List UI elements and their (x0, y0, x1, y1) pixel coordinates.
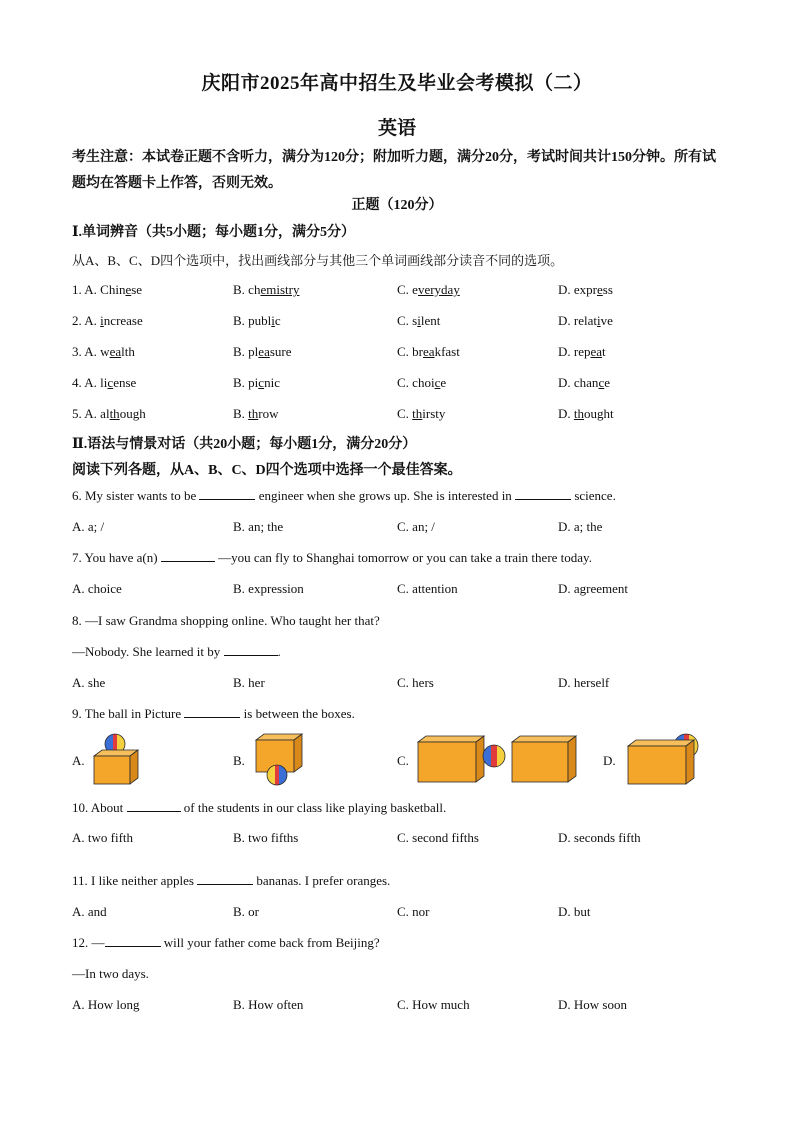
question-12: 12. — will your father come back from Beijing? (72, 935, 380, 950)
q1-option-a[interactable]: 1. A. Chinese (72, 282, 143, 297)
q11-option-c[interactable]: C. nor (397, 904, 430, 919)
underlined-letters: e (125, 282, 132, 297)
q8-option-b[interactable]: B. her (233, 675, 265, 690)
underlined-letters: i (271, 313, 275, 328)
question-6: 6. My sister wants to be engineer when she grows up. She is interested in science. (72, 488, 616, 503)
question-7: 7. You have a(n) —you can fly to Shanghai tomorrow or you can take a train there today. (72, 550, 592, 565)
section-2-title: Ⅱ.语法与情景对话（共20小题；每小题1分，满分20分） (72, 437, 417, 452)
q6-option-a[interactable]: A. a; / (72, 519, 105, 534)
q5-option-c[interactable]: C. thirsty (397, 406, 446, 421)
underlined-letters: th (109, 406, 120, 421)
q3-option-d[interactable]: D. repeat (558, 344, 606, 359)
q5-option-d[interactable]: D. thought (558, 406, 614, 421)
q8-option-c[interactable]: C. hers (397, 675, 434, 690)
underlined-letters: ea (258, 344, 270, 359)
q4-option-c[interactable]: C. choice (397, 375, 447, 390)
answer-blank (127, 800, 181, 812)
underlined-letters: i (100, 313, 104, 328)
q3-option-a[interactable]: 3. A. wealth (72, 344, 135, 359)
question-8-reply: —Nobody. She learned it by . (72, 644, 281, 659)
q1-option-b[interactable]: B. chemistry (233, 282, 300, 297)
q11-option-a[interactable]: A. and (72, 904, 107, 919)
q9-option-b-label[interactable]: B. (233, 753, 245, 768)
q2-option-c[interactable]: C. silent (397, 313, 441, 328)
question-12-reply: —In two days. (72, 966, 149, 981)
answer-blank (197, 873, 253, 885)
q4-option-d[interactable]: D. chance (558, 375, 610, 390)
underlined-letters: c (258, 375, 265, 390)
q1-option-d[interactable]: D. express (558, 282, 613, 297)
answer-blank (199, 488, 255, 500)
q6-option-b[interactable]: B. an; the (233, 519, 284, 534)
underlined-letters: emistry (260, 282, 300, 297)
underlined-letters: e (597, 282, 603, 297)
q4-option-a[interactable]: 4. A. license (72, 375, 137, 390)
underlined-letters: c (598, 375, 605, 390)
underlined-letters: ea (423, 344, 435, 359)
underlined-letters: i (417, 313, 421, 328)
answer-blank (224, 644, 278, 656)
q4-option-b[interactable]: B. picnic (233, 375, 280, 390)
picture-a-ball-on-box-icon[interactable] (86, 730, 146, 788)
q10-option-a[interactable]: A. two fifth (72, 830, 134, 845)
q12-option-b[interactable]: B. How often (233, 997, 304, 1012)
q2-option-b[interactable]: B. public (233, 313, 281, 328)
q7-option-d[interactable]: D. agreement (558, 581, 629, 596)
main-section-heading: 正题（120分） (351, 198, 443, 213)
underlined-letters: veryday (417, 282, 460, 297)
q12-option-c[interactable]: C. How much (397, 997, 470, 1012)
picture-d-ball-behind-box-icon[interactable] (624, 730, 704, 786)
q12-option-a[interactable]: A. How long (72, 997, 140, 1012)
q3-option-b[interactable]: B. pleasure (233, 344, 292, 359)
q10-option-d[interactable]: D. seconds fifth (558, 830, 641, 845)
answer-blank (184, 706, 240, 718)
q8-option-a[interactable]: A. she (72, 675, 106, 690)
q8-option-d[interactable]: D. herself (558, 675, 610, 690)
exam-notice: 考生注意：本试卷正题不含听力，满分为120分；附加听力题，满分20分，考试时间共计150分钟。所有试题均在答题卡上作答，否则无效。 (72, 150, 716, 191)
subject-title: 英语 (377, 118, 416, 139)
q11-option-d[interactable]: D. but (558, 904, 591, 919)
q7-option-b[interactable]: B. expression (233, 581, 304, 596)
q9-option-a-label[interactable]: A. (72, 753, 85, 768)
answer-blank (105, 935, 161, 947)
q10-option-c[interactable]: C. second fifths (397, 830, 479, 845)
exam-title: 庆阳市2025年高中招生及毕业会考模拟（二） (201, 73, 593, 94)
picture-b-ball-under-box-icon[interactable] (250, 730, 310, 788)
underlined-letters: th (412, 406, 423, 421)
q1-option-c[interactable]: C. everyday (397, 282, 460, 297)
question-11: 11. I like neither apples bananas. I prefer oranges. (72, 873, 391, 888)
q9-option-d-label[interactable]: D. (603, 753, 616, 768)
q10-option-b[interactable]: B. two fifths (233, 830, 299, 845)
answer-blank (161, 550, 215, 562)
section-1-instruction: 从A、B、C、D四个选项中，找出画线部分与其他三个单词画线部分读音不同的选项。 (72, 253, 564, 268)
underlined-letters: c (434, 375, 441, 390)
q6-option-d[interactable]: D. a; the (558, 519, 603, 534)
underlined-letters: c (107, 375, 114, 390)
q6-option-c[interactable]: C. an; / (397, 519, 435, 534)
q9-option-c-label[interactable]: C. (397, 753, 409, 768)
q2-option-d[interactable]: D. relative (558, 313, 613, 328)
underlined-letters: i (596, 313, 601, 328)
question-10: 10. About of the students in our class like playing basketball. (72, 800, 447, 815)
q12-option-d[interactable]: D. How soon (558, 997, 627, 1012)
q5-option-b[interactable]: B. throw (233, 406, 279, 421)
q2-option-a[interactable]: 2. A. increase (72, 313, 143, 328)
answer-blank (515, 488, 571, 500)
underlined-letters: th (248, 406, 259, 421)
q11-option-b[interactable]: B. or (233, 904, 259, 919)
underlined-letters: ea (590, 344, 603, 359)
q5-option-a[interactable]: 5. A. although (72, 406, 146, 421)
picture-c-ball-between-boxes-icon[interactable] (414, 730, 578, 786)
question-8: 8. —I saw Grandma shopping online. Who taught her that? (72, 613, 380, 628)
q3-option-c[interactable]: C. breakfast (397, 344, 460, 359)
q7-option-c[interactable]: C. attention (397, 581, 458, 596)
underlined-letters: th (573, 406, 585, 421)
q7-option-a[interactable]: A. choice (72, 581, 122, 596)
underlined-letters: ea (109, 344, 122, 359)
question-9: 9. The ball in Picture is between the boxes. (72, 706, 355, 721)
section-1-title: Ⅰ.单词辨音（共5小题；每小题1分，满分5分） (72, 225, 356, 240)
section-2-instruction: 阅读下列各题，从A、B、C、D四个选项中选择一个最佳答案。 (72, 463, 462, 478)
